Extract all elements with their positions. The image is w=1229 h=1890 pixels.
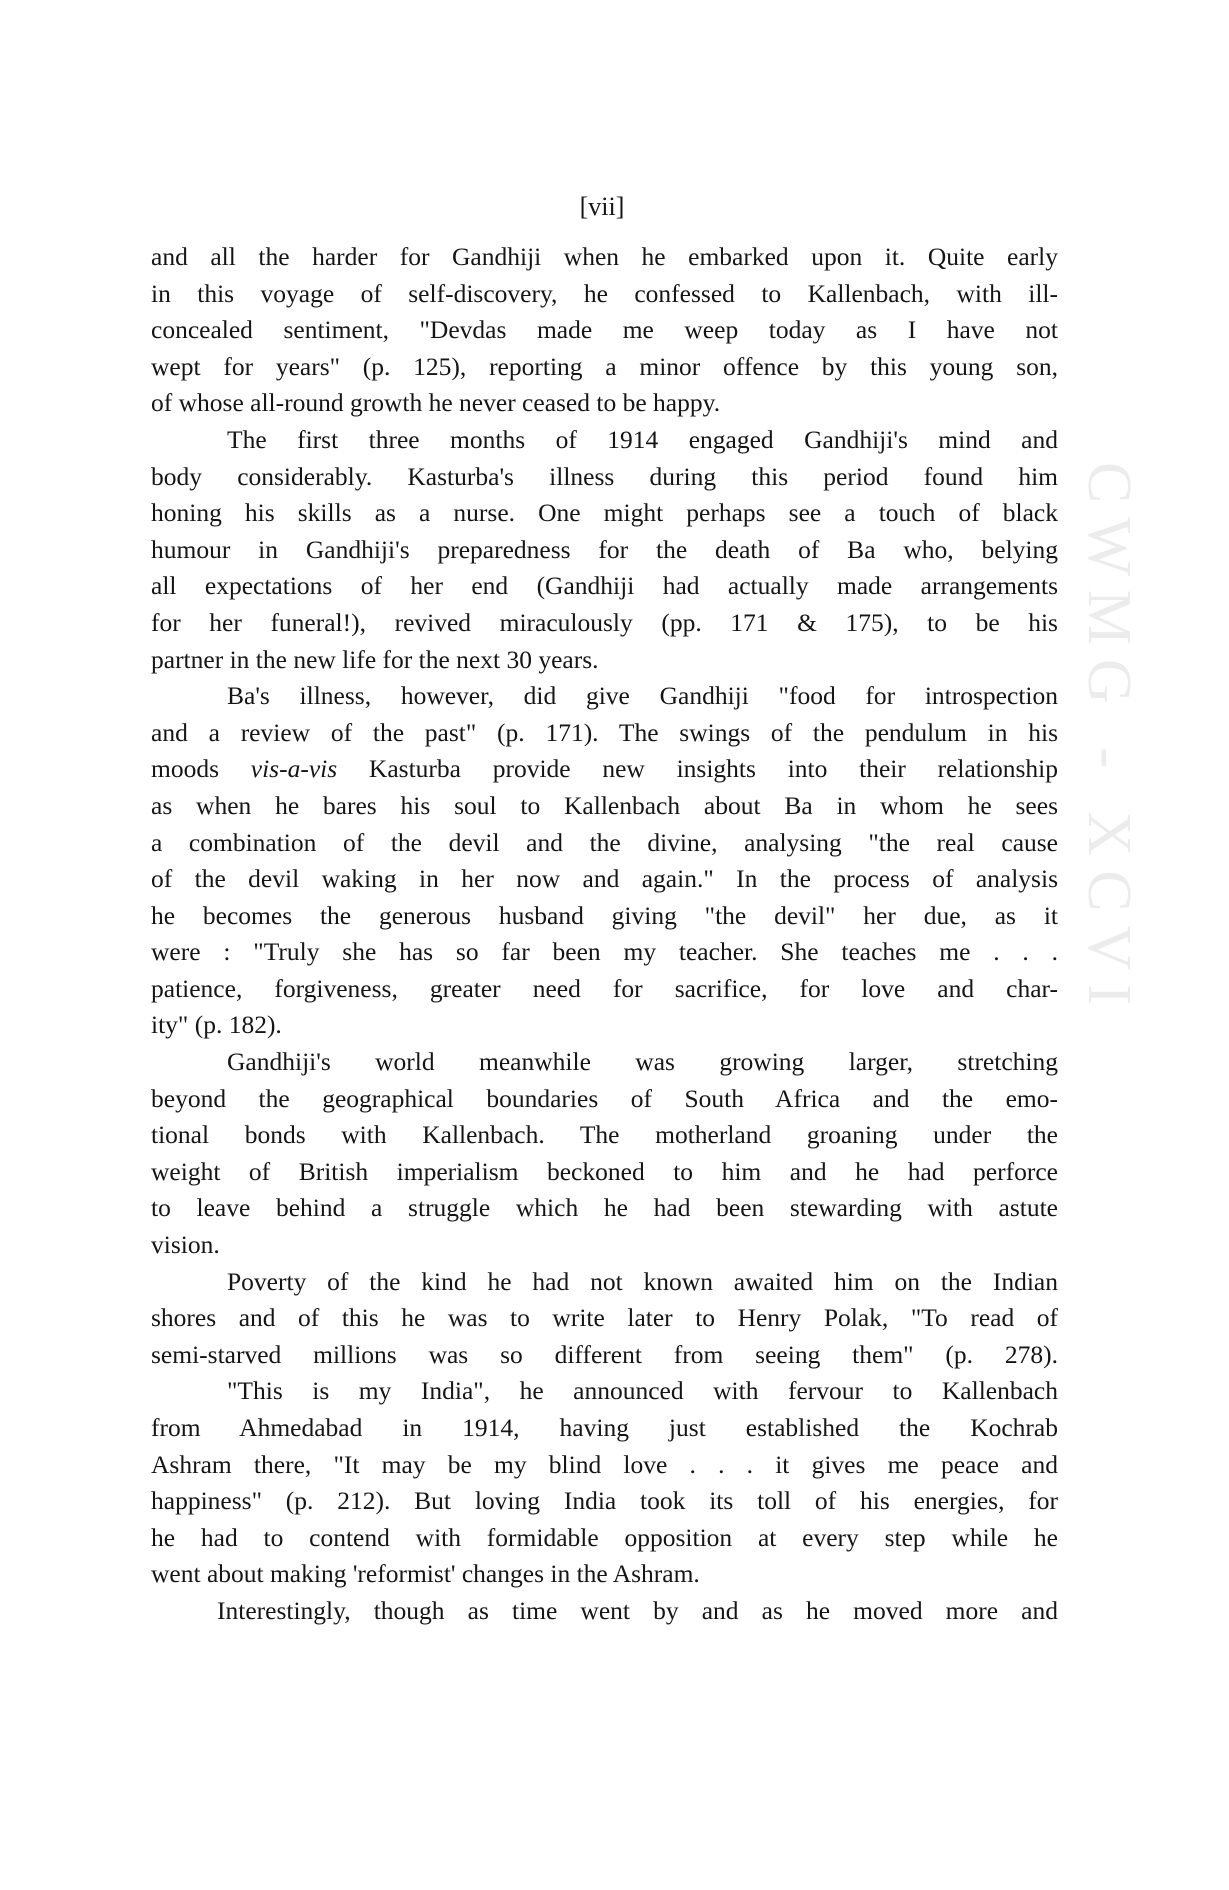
text-line: all expectations of her end (Gandhiji had actually made arrangements [151,571,1058,601]
text-segment: moods [151,754,251,784]
text-line: he had to contend with formidable opposition at every step while he [151,1522,1058,1552]
text-line: and all the harder for Gandhiji when he embarked upon it. Quite early [151,242,1058,271]
paragraph-first-line: Gandhiji's world meanwhile was growing larger, stretching [227,1047,1058,1077]
text-line [151,751,1058,788]
text-segment: Kasturba provide new insights into their relationship [337,754,1058,784]
italic-phrase: vis-a-vis [250,754,338,784]
text-line: to leave behind a struggle which he had been stewarding with astute [151,1193,1058,1223]
text-line: ity" (p. 182). [151,1010,282,1040]
text-line: happiness" (p. 212). But loving India took its toll of his energies, for [151,1486,1058,1516]
text-line: were : "Truly she has so far been my teacher. She teaches me . . . [151,937,1058,967]
paragraph-first-line: Interestingly, though as time went by and as he moved more and [217,1595,1058,1625]
text-line: of whose all-round growth he never ceased to be happy. [151,388,721,418]
text-line: wept for years" (p. 125), reporting a minor offence by this young son, [151,351,1058,381]
text-line: honing his skills as a nurse. One might perhaps see a touch of black [151,498,1058,528]
text-line: of the devil waking in her now and again." In the process of analysis [151,864,1058,894]
text-line: beyond the geographical boundaries of South Africa and the emo- [151,1083,1058,1113]
paragraph-first-line: Poverty of the kind he had not known awaited him on the Indian [227,1266,1058,1296]
text-line: Ashram there, "It may be my blind love . . . it gives me peace and [151,1449,1058,1479]
paragraph-first-line: Ba's illness, however, did give Gandhiji "food for introspection [227,681,1058,711]
text-line: body considerably. Kasturba's illness during this period found him [151,461,1058,491]
text-line: a combination of the devil and the divine, analysing "the real cause [151,827,1058,857]
page-number: [vii] [579,192,625,221]
text-line: in this voyage of self-discovery, he confessed to Kallenbach, with ill- [151,278,1058,308]
text-line: as when he bares his soul to Kallenbach about Ba in whom he sees [151,790,1058,820]
text-line: he becomes the generous husband giving "the devil" her due, as it [151,900,1058,930]
text-line: weight of British imperialism beckoned to him and he had perforce [151,1156,1058,1186]
text-line: vision. [151,1230,220,1260]
text-line: went about making 'reformist' changes in the Ashram. [151,1559,700,1589]
text-line: semi-starved millions was so different from seeing them" (p. 278). [151,1339,1058,1369]
text-line: humour in Gandhiji's preparedness for the death of Ba who, belying [151,534,1058,564]
body-text [151,239,1058,1630]
text-line: for her funeral!), revived miraculously (pp. 171 & 175), to be his [151,607,1058,637]
watermark: CWMG - XCVI [1075,462,1143,1019]
text-line: concealed sentiment, "Devdas made me weep today as I have not [151,315,1058,345]
text-line: from Ahmedabad in 1914, having just established the Kochrab [151,1413,1058,1442]
paragraph-first-line: The first three months of 1914 engaged Gandhiji's mind and [227,424,1058,454]
text-line: shores and of this he was to write later to Henry Polak, "To read of [151,1303,1058,1333]
text-line: patience, forgiveness, greater need for sacrifice, for love and char- [151,973,1058,1003]
text-line: tional bonds with Kallenbach. The motherland groaning under the [151,1120,1058,1150]
text-line: and a review of the past" (p. 171). The swings of the pendulum in his [151,717,1058,747]
text-line: partner in the new life for the next 30 years. [151,644,599,674]
paragraph-first-line: "This is my India", he announced with fervour to Kallenbach [227,1376,1058,1406]
